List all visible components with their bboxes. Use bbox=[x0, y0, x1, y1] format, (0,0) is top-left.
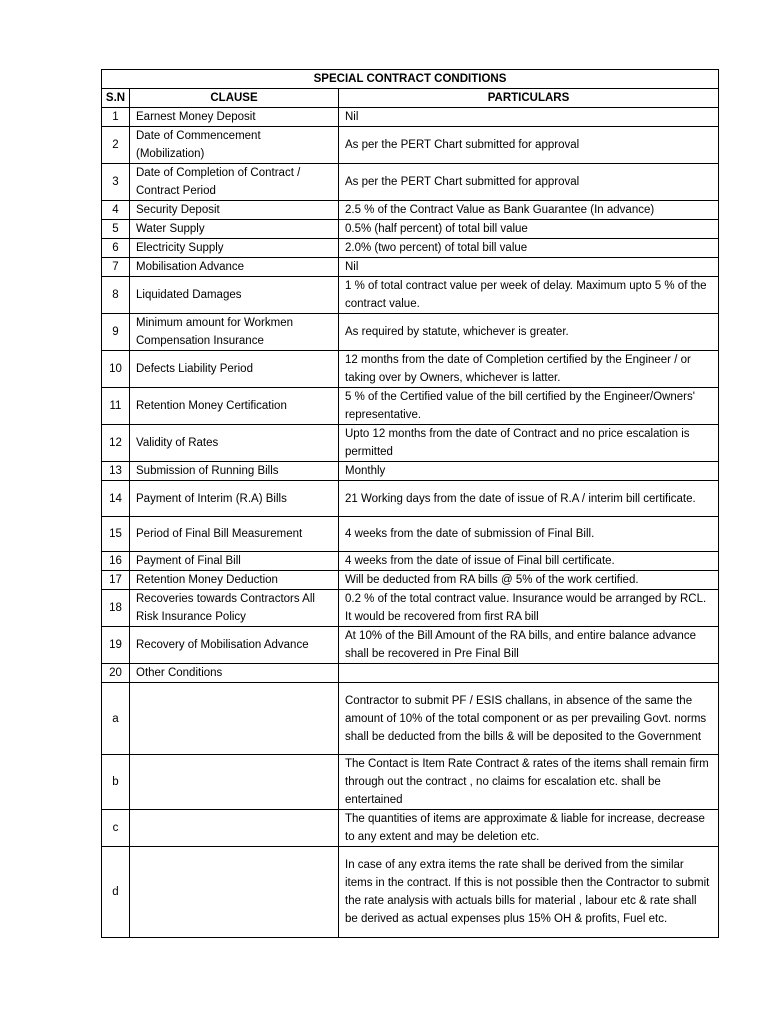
particulars-cell: Will be deducted from RA bills @ 5% of the work certified. bbox=[339, 571, 719, 590]
sn-cell: 14 bbox=[102, 481, 130, 517]
particulars-cell: Nil bbox=[339, 258, 719, 277]
particulars-cell: Nil bbox=[339, 108, 719, 127]
table-row bbox=[102, 810, 719, 847]
clause-cell: Retention Money Certification bbox=[130, 388, 339, 425]
clause-cell: Recovery of Mobilisation Advance bbox=[130, 627, 339, 664]
particulars-cell: Contractor to submit PF / ESIS challans, in absence of the same the amount of 10% of the total component or as per prevailing Govt. norms shall be deducted from the bills & will be deposited to the Government bbox=[339, 683, 719, 755]
sn-cell: 10 bbox=[102, 351, 130, 388]
clause-cell: Submission of Running Bills bbox=[130, 462, 339, 481]
table-row bbox=[102, 314, 719, 351]
clause-cell: Defects Liability Period bbox=[130, 351, 339, 388]
clause-cell: Other Conditions bbox=[130, 664, 339, 683]
clause-cell: Payment of Interim (R.A) Bills bbox=[130, 481, 339, 517]
clause-cell: Mobilisation Advance bbox=[130, 258, 339, 277]
table-row bbox=[102, 517, 719, 552]
clause-cell bbox=[130, 683, 339, 755]
particulars-cell: 21 Working days from the date of issue of R.A / interim bill certificate. bbox=[339, 481, 719, 517]
sn-cell: 8 bbox=[102, 277, 130, 314]
clause-cell: Liquidated Damages bbox=[130, 277, 339, 314]
sn-cell: a bbox=[102, 683, 130, 755]
sn-cell: 2 bbox=[102, 127, 130, 164]
table-row bbox=[102, 481, 719, 517]
sn-cell: 6 bbox=[102, 239, 130, 258]
table-row bbox=[102, 664, 719, 683]
particulars-cell: Monthly bbox=[339, 462, 719, 481]
header-clause: CLAUSE bbox=[130, 89, 339, 108]
sn-cell: c bbox=[102, 810, 130, 847]
table-row bbox=[102, 462, 719, 481]
particulars-cell: As per the PERT Chart submitted for approval bbox=[339, 164, 719, 201]
sn-cell: 3 bbox=[102, 164, 130, 201]
clause-cell: Security Deposit bbox=[130, 201, 339, 220]
clause-cell: Date of Commencement (Mobilization) bbox=[130, 127, 339, 164]
sn-cell: 20 bbox=[102, 664, 130, 683]
clause-cell: Period of Final Bill Measurement bbox=[130, 517, 339, 552]
table-row bbox=[102, 164, 719, 201]
clause-cell: Water Supply bbox=[130, 220, 339, 239]
table-row bbox=[102, 425, 719, 462]
table-row bbox=[102, 258, 719, 277]
table-row bbox=[102, 388, 719, 425]
sn-cell: 17 bbox=[102, 571, 130, 590]
table-row bbox=[102, 627, 719, 664]
particulars-cell: 2.5 % of the Contract Value as Bank Guarantee (In advance) bbox=[339, 201, 719, 220]
table-row bbox=[102, 351, 719, 388]
clause-cell bbox=[130, 810, 339, 847]
sn-cell: d bbox=[102, 847, 130, 938]
table-row bbox=[102, 239, 719, 258]
clause-cell: Date of Completion of Contract / Contract Period bbox=[130, 164, 339, 201]
particulars-cell: 0.5% (half percent) of total bill value bbox=[339, 220, 719, 239]
table-row bbox=[102, 201, 719, 220]
table-row bbox=[102, 590, 719, 627]
special-contract-conditions-table bbox=[101, 69, 719, 938]
clause-cell: Validity of Rates bbox=[130, 425, 339, 462]
clause-cell: Recoveries towards Contractors All Risk Insurance Policy bbox=[130, 590, 339, 627]
clause-cell: Payment of Final Bill bbox=[130, 552, 339, 571]
sn-cell: 1 bbox=[102, 108, 130, 127]
sn-cell: 18 bbox=[102, 590, 130, 627]
table-row bbox=[102, 571, 719, 590]
clause-cell: Earnest Money Deposit bbox=[130, 108, 339, 127]
particulars-cell: Upto 12 months from the date of Contract and no price escalation is permitted bbox=[339, 425, 719, 462]
particulars-cell: The Contact is Item Rate Contract & rates of the items shall remain firm through out the contract , no claims for escalation etc. shall be entertained bbox=[339, 755, 719, 810]
sn-cell: 9 bbox=[102, 314, 130, 351]
clause-cell bbox=[130, 755, 339, 810]
sn-cell: 12 bbox=[102, 425, 130, 462]
particulars-cell: At 10% of the Bill Amount of the RA bills, and entire balance advance shall be recovered in Pre Final Bill bbox=[339, 627, 719, 664]
table-row bbox=[102, 552, 719, 571]
particulars-cell: 4 weeks from the date of issue of Final bill certificate. bbox=[339, 552, 719, 571]
table-row bbox=[102, 683, 719, 755]
sn-cell: b bbox=[102, 755, 130, 810]
table-row bbox=[102, 277, 719, 314]
table-row bbox=[102, 127, 719, 164]
table-title: SPECIAL CONTRACT CONDITIONS bbox=[102, 70, 719, 89]
particulars-cell: As per the PERT Chart submitted for approval bbox=[339, 127, 719, 164]
table-row bbox=[102, 755, 719, 810]
particulars-cell: 2.0% (two percent) of total bill value bbox=[339, 239, 719, 258]
header-sn: S.N bbox=[102, 89, 130, 108]
table-row bbox=[102, 847, 719, 938]
table-row bbox=[102, 220, 719, 239]
particulars-cell: 0.2 % of the total contract value. Insurance would be arranged by RCL. It would be recovered from first RA bill bbox=[339, 590, 719, 627]
sn-cell: 15 bbox=[102, 517, 130, 552]
particulars-cell: 5 % of the Certified value of the bill certified by the Engineer/Owners' representative. bbox=[339, 388, 719, 425]
sn-cell: 13 bbox=[102, 462, 130, 481]
sn-cell: 4 bbox=[102, 201, 130, 220]
particulars-cell: In case of any extra items the rate shall be derived from the similar items in the contract. If this is not possible then the Contractor to submit the rate analysis with actuals bills for material , labour etc & rate shall be derived as actual expenses plus 15% OH & profits, Fuel etc. bbox=[339, 847, 719, 938]
sn-cell: 16 bbox=[102, 552, 130, 571]
title-row bbox=[102, 70, 719, 89]
header-row bbox=[102, 89, 719, 108]
table-body bbox=[102, 108, 719, 938]
header-particulars: PARTICULARS bbox=[339, 89, 719, 108]
particulars-cell: As required by statute, whichever is greater. bbox=[339, 314, 719, 351]
sn-cell: 19 bbox=[102, 627, 130, 664]
particulars-cell: 1 % of total contract value per week of delay. Maximum upto 5 % of the contract value. bbox=[339, 277, 719, 314]
particulars-cell: 12 months from the date of Completion certified by the Engineer / or taking over by Owners, whichever is latter. bbox=[339, 351, 719, 388]
sn-cell: 11 bbox=[102, 388, 130, 425]
clause-cell: Minimum amount for Workmen Compensation Insurance bbox=[130, 314, 339, 351]
particulars-cell bbox=[339, 664, 719, 683]
clause-cell: Electricity Supply bbox=[130, 239, 339, 258]
clause-cell: Retention Money Deduction bbox=[130, 571, 339, 590]
particulars-cell: 4 weeks from the date of submission of Final Bill. bbox=[339, 517, 719, 552]
clause-cell bbox=[130, 847, 339, 938]
sn-cell: 5 bbox=[102, 220, 130, 239]
table-row bbox=[102, 108, 719, 127]
particulars-cell: The quantities of items are approximate & liable for increase, decrease to any extent and may be deletion etc. bbox=[339, 810, 719, 847]
sn-cell: 7 bbox=[102, 258, 130, 277]
